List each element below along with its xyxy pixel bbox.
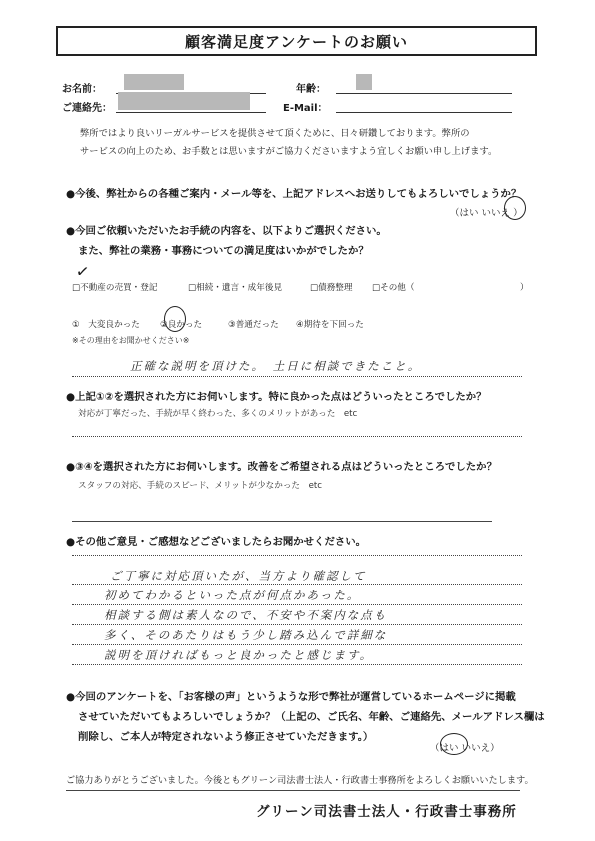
comment-line-3: 相談する側は素人なので、不安や不案内な点も bbox=[104, 608, 388, 622]
publish-close: ） bbox=[490, 743, 500, 754]
mail-consent-close: ） bbox=[513, 208, 523, 219]
question-publish-line-2: させていただいてもよろしいでしょうか？（上記の、ご氏名、年齢、ご連絡先、メールアドレス欄は bbox=[78, 711, 545, 723]
mail-consent-no-circle bbox=[504, 196, 526, 220]
handwritten-reason: 正確な説明を頂けた。 土日に相談できたこと。 bbox=[130, 359, 422, 373]
publish-yes[interactable]: はい bbox=[439, 743, 459, 754]
comments-line-3 bbox=[72, 624, 522, 625]
comment-line-2: 初めてわかるといった点が何点かあった。 bbox=[104, 588, 361, 602]
question-publish-line-1: ●今回のアンケートを、「お客様の声」というような形で弊社が運営しているホームページに掲載 bbox=[66, 691, 516, 703]
office-signature: グリーン司法書士法人・行政書士事務所 bbox=[256, 804, 517, 820]
age-field[interactable] bbox=[336, 93, 512, 94]
question-publish-line-3: 削除し、ご本人が特定されないよう修正させていただきます。） bbox=[78, 731, 374, 743]
category-inheritance[interactable]: □相続・遺言・成年後見 bbox=[188, 283, 283, 293]
survey-title-box bbox=[56, 26, 537, 56]
rating-very-good[interactable]: ① 大変良かった bbox=[72, 320, 140, 330]
question-good-points: ●上記①②を選択された方にお伺いします。特に良かった点はどういったところでしたか？ bbox=[66, 391, 487, 403]
question-service-type: ●今回ご依頼いただいたお手続の内容を、以下よりご選択ください。 bbox=[66, 225, 387, 237]
mail-consent-no-label: いいえ bbox=[481, 208, 511, 219]
footer-rule bbox=[66, 790, 520, 791]
rating-normal[interactable]: ③普通だった bbox=[228, 320, 279, 330]
question-mail-consent: ●今後、弊社からの各種ご案内・メール等を、上記アドレスへお送りしてもよろしいでしょうか？ bbox=[66, 188, 522, 200]
thanks-text: ご協力ありがとうございました。今後ともグリーン司法書士法人・行政書士事務所をよろしくお願いいたします。 bbox=[66, 775, 534, 786]
reason-line bbox=[72, 376, 522, 377]
check-mark-icon: ✓ bbox=[74, 261, 91, 282]
comment-line-4: 多く、そのあたりはもう少し踏み込んで詳細な bbox=[104, 628, 388, 642]
contact-label: ご連絡先： bbox=[62, 103, 112, 114]
name-label: お名前： bbox=[62, 84, 102, 95]
comment-line-5: 説明を頂ければもっと良かったと感じます。 bbox=[104, 648, 374, 662]
intro-line-2: サービスの向上のため、お手数とは思いますがご協力くださいますよう宜しくお願い申し上げます。 bbox=[80, 146, 498, 157]
comments-line-5 bbox=[72, 664, 522, 665]
intro-line-1: 弊所ではより良いリーガルサービスを提供させて頂くために、日々研鑽しております。弊所の bbox=[80, 128, 470, 139]
comments-line-2 bbox=[72, 604, 522, 605]
page-title: 顧客満足度アンケートのお願い bbox=[184, 32, 409, 51]
rating-below[interactable]: ④期待を下回った bbox=[296, 320, 364, 330]
publish-no[interactable]: いいえ bbox=[461, 743, 491, 754]
reason-note: ※その理由をお聞かせください※ bbox=[72, 336, 190, 345]
comments-line-4 bbox=[72, 644, 522, 645]
email-label: E-Mail： bbox=[283, 103, 328, 114]
good-points-hint: 対応が丁寧だった、手続が早く終わった、多くのメリットがあった etc bbox=[78, 409, 358, 419]
age-label: 年齢： bbox=[296, 84, 326, 95]
publish-open: （ bbox=[430, 743, 440, 754]
rating-good-circle bbox=[164, 306, 186, 332]
contact-redaction bbox=[118, 92, 250, 110]
category-real-estate[interactable]: □不動産の売買・登記 bbox=[72, 283, 158, 293]
comments-line-1 bbox=[72, 584, 522, 585]
rating-good[interactable]: ②良かった bbox=[160, 320, 203, 330]
contact-field[interactable] bbox=[116, 112, 266, 113]
category-debt[interactable]: □債務整理 bbox=[310, 283, 353, 293]
category-other-close: ） bbox=[520, 283, 529, 293]
email-field[interactable] bbox=[336, 112, 512, 113]
improvements-hint: スタッフの対応、手続のスピード、メリットが少なかった etc bbox=[78, 481, 322, 491]
name-redaction bbox=[124, 74, 184, 90]
improvements-line bbox=[72, 521, 492, 522]
good-points-line bbox=[72, 436, 522, 437]
mail-consent-open: （はい bbox=[450, 208, 479, 219]
category-other[interactable]: □その他（ bbox=[372, 283, 415, 293]
comments-line-0 bbox=[72, 555, 522, 556]
question-satisfaction: また、弊社の業務・事務についての満足度はいかがでしたか？ bbox=[78, 245, 369, 257]
age-redaction bbox=[356, 74, 372, 90]
publish-yes-circle bbox=[440, 733, 468, 755]
question-improvements: ●③④を選択された方にお伺いします。改善をご希望される点はどういったところでしたか？ bbox=[66, 461, 497, 473]
question-comments: ●その他ご意見・ご感想などございましたらお聞かせください。 bbox=[66, 536, 367, 548]
comment-line-1: ご丁寧に対応頂いたが、当方より確認して bbox=[110, 569, 367, 583]
